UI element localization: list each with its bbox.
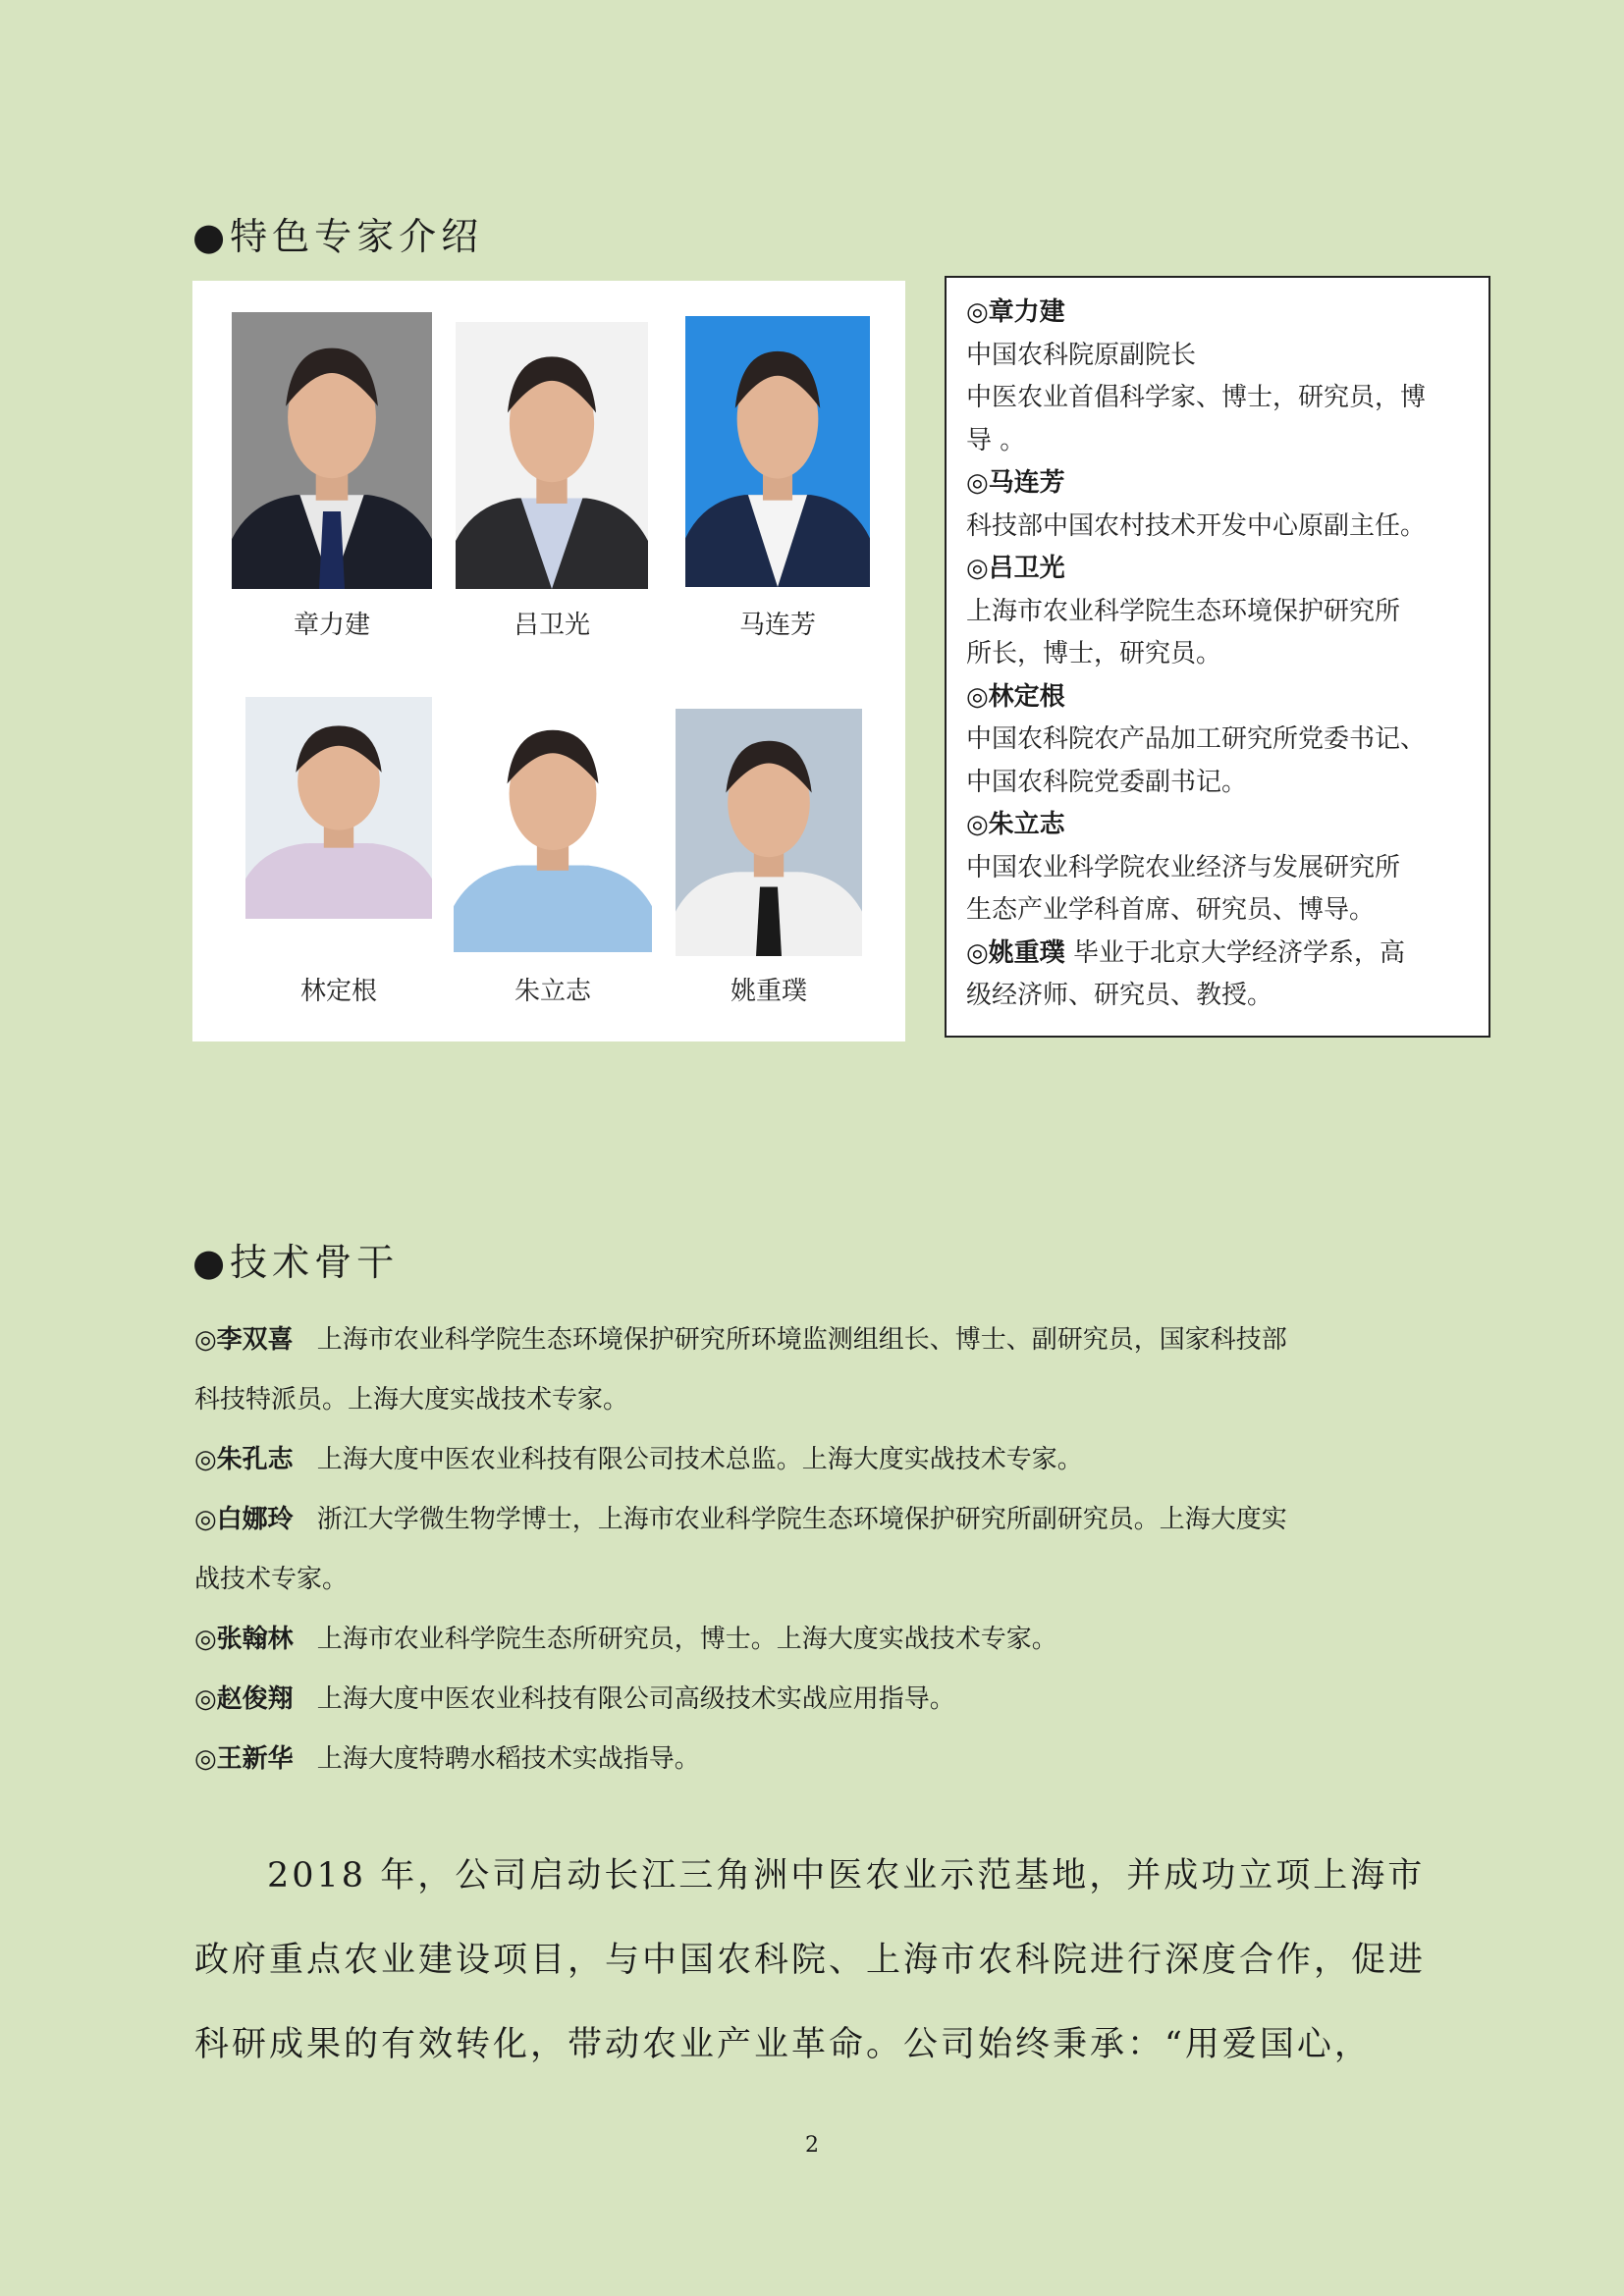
tech-staff-desc: 上海市农业科学院生态环境保护研究所环境监测组组长、博士、副研究员，国家科技部 xyxy=(316,1325,1287,1355)
tech-staff-name: ◎王新华 xyxy=(194,1744,294,1774)
expert-photo-panel xyxy=(192,281,905,1041)
bio-text-line: 上海市农业科学院生态环境保护研究所 xyxy=(966,596,1401,626)
expert-portrait xyxy=(454,697,652,952)
bio-last-entry xyxy=(966,933,1469,976)
bio-text-line: 导 。 xyxy=(966,425,1026,455)
bio-name: ◎朱立志 xyxy=(966,810,1065,839)
expert-portrait xyxy=(456,322,648,589)
section-title-tech: ●技术骨干 xyxy=(192,1241,400,1284)
tech-staff-name: ◎张翰林 xyxy=(194,1625,294,1654)
expert-name-label: 章力建 xyxy=(293,611,370,640)
tech-staff-item xyxy=(194,1610,1432,1670)
bio-name: ◎吕卫光 xyxy=(966,554,1065,583)
expert-portrait xyxy=(685,316,870,587)
tech-staff-desc: 上海大度中医农业科技有限公司高级技术实战应用指导。 xyxy=(316,1684,955,1714)
tech-staff-desc-cont: 战技术专家。 xyxy=(194,1565,349,1594)
bio-text-line: 所长，博士，研究员。 xyxy=(966,639,1222,668)
tech-staff-item xyxy=(194,1730,1432,1789)
expert-bio-box xyxy=(945,276,1490,1038)
tech-staff-item xyxy=(194,1430,1432,1490)
bio-text-line: 中国农科院原副院长 xyxy=(966,340,1197,370)
tech-staff-desc-cont: 科技特派员。上海大度实战技术专家。 xyxy=(194,1385,629,1415)
page-number: 2 xyxy=(805,2133,819,2158)
bio-text-line: 中国农科院农产品加工研究所党委书记、 xyxy=(966,724,1427,754)
bio-text-line: 中国农业科学院农业经济与发展研究所 xyxy=(966,852,1401,882)
bio-text-line: 中医农业首倡科学家、博士，研究员，博 xyxy=(966,383,1427,412)
tech-staff-name: ◎白娜玲 xyxy=(194,1505,294,1534)
tech-staff-item xyxy=(194,1670,1432,1730)
bio-name: ◎马连芳 xyxy=(966,468,1065,498)
expert-portrait xyxy=(676,709,862,956)
intro-paragraph: 2018 年，公司启动长江三角洲中医农业示范基地，并成功立项上海市政府重点农业建设项目，与中国农科院、上海市农科院进行深度合作，促进科研成果的有效转化，带动农业产业革命。公司始终秉承：“用爱国心， xyxy=(194,1856,1427,2064)
tech-staff-name: ◎赵俊翔 xyxy=(194,1684,294,1714)
tech-staff-item xyxy=(194,1310,1432,1370)
expert-name-label: 朱立志 xyxy=(514,977,591,1006)
bio-text-line: 毕业于北京大学经济学系，高 xyxy=(1064,937,1405,968)
bio-text-line: 中国农科院党委副书记。 xyxy=(966,767,1248,797)
tech-staff-desc: 上海大度特聘水稻技术实战指导。 xyxy=(316,1744,700,1774)
bio-name: ◎林定根 xyxy=(966,681,1065,712)
expert-portrait xyxy=(245,697,432,919)
tech-staff-name: ◎朱孔志 xyxy=(194,1445,294,1474)
expert-portrait xyxy=(232,312,432,589)
bio-name: ◎姚重璞 xyxy=(966,937,1065,968)
expert-name-label: 林定根 xyxy=(299,977,377,1006)
tech-staff-list xyxy=(194,1310,1432,1789)
expert-name-label: 吕卫光 xyxy=(513,611,590,640)
tech-staff-desc: 上海大度中医农业科技有限公司技术总监。上海大度实战技术专家。 xyxy=(316,1445,1083,1474)
bio-text-line: 生态产业学科首席、研究员、博导。 xyxy=(966,895,1376,925)
tech-staff-name: ◎李双喜 xyxy=(194,1325,294,1355)
tech-staff-desc: 浙江大学微生物学博士，上海市农业科学院生态环境保护研究所副研究员。上海大度实 xyxy=(316,1505,1287,1534)
section-title-experts: ●特色专家介绍 xyxy=(192,215,484,258)
bio-name: ◎章力建 xyxy=(966,297,1065,327)
tech-staff-desc: 上海市农业科学院生态所研究员，博士。上海大度实战技术专家。 xyxy=(316,1625,1057,1654)
tech-staff-item xyxy=(194,1490,1432,1550)
bio-text-line: 科技部中国农村技术开发中心原副主任。 xyxy=(966,510,1427,541)
bio-text-line: 级经济师、研究员、教授。 xyxy=(966,981,1273,1010)
expert-name-label: 姚重璞 xyxy=(730,977,807,1006)
expert-name-label: 马连芳 xyxy=(738,611,816,640)
